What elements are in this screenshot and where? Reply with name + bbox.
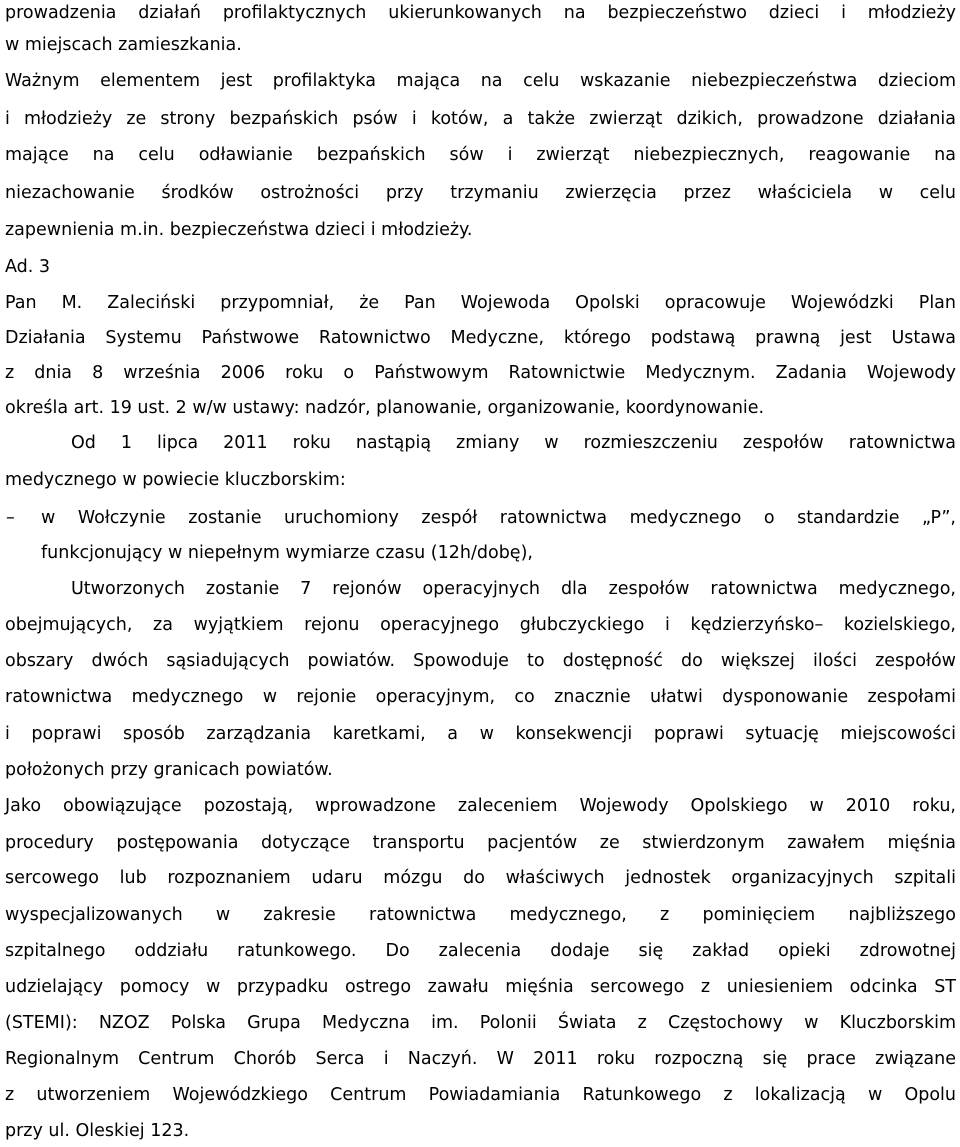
text-line: prowadzenia działań profilaktycznych ukierunkowanych na bezpieczeństwo dzieci i młodzieży — [5, 3, 956, 23]
text-line: i młodzieży ze strony bezpańskich psów i kotów, a także zwierząt dzikich, prowadzone działania — [5, 109, 956, 129]
text-line: położonych przy granicach powiatów. — [5, 760, 333, 780]
text-line: obejmujących, za wyjątkiem rejonu operacyjnego głubczyckiego i kędzierzyńsko– kozielskiego, — [5, 615, 956, 635]
text-line: (STEMI): NZOZ Polska Grupa Medyczna im. Polonii Świata z Częstochowy w Kluczborskim — [5, 1013, 956, 1033]
text-line: Jako obowiązujące pozostają, wprowadzone zaleceniem Wojewody Opolskiego w 2010 roku, — [5, 796, 956, 816]
text-line: Regionalnym Centrum Chorób Serca i Naczyń. W 2011 roku rozpoczną się prace związane — [5, 1049, 956, 1069]
text-line: szpitalnego oddziału ratunkowego. Do zalecenia dodaje się zakład opieki zdrowotnej — [5, 941, 956, 961]
text-line: obszary dwóch sąsiadujących powiatów. Spowoduje to dostępność do większej ilości zespołów — [5, 651, 956, 671]
text-line: wyspecjalizowanych w zakresie ratownictwa medycznego, z pominięciem najbliższego — [5, 905, 956, 925]
text-line: medycznego w powiecie kluczborskim: — [5, 470, 346, 490]
text-line: przy ul. Oleskiej 123. — [5, 1121, 190, 1141]
text-line: udzielający pomocy w przypadku ostrego zawału mięśnia sercowego z uniesieniem odcinka ST — [5, 977, 956, 997]
list-item: w Wołczynie zostanie uruchomiony zespół ratownictwa medycznego o standardzie „P”, — [41, 508, 956, 528]
text-line: zapewnienia m.in. bezpieczeństwa dzieci i młodzieży. — [5, 220, 473, 240]
text-line: i poprawi sposób zarządzania karetkami, a w konsekwencji poprawi sytuację miejscowości — [5, 724, 956, 744]
text-line: ratownictwa medycznego w rejonie operacyjnym, co znacznie ułatwi dysponowanie zespołami — [5, 687, 956, 707]
text-line: Od 1 lipca 2011 roku nastąpią zmiany w rozmieszczeniu zespołów ratownictwa — [71, 433, 956, 453]
text-line: niezachowanie środków ostrożności przy trzymaniu zwierzęcia przez właściciela w celu — [5, 183, 956, 203]
list-item: funkcjonujący w niepełnym wymiarze czasu (12h/dobę), — [41, 543, 533, 563]
bullet-dash: – — [6, 508, 15, 528]
text-line: Ważnym elementem jest profilaktyka mająca na celu wskazanie niebezpieczeństwa dzieciom — [5, 71, 956, 91]
text-line: Działania Systemu Państwowe Ratownictwo Medyczne, którego podstawą prawną jest Ustawa — [5, 328, 956, 348]
text-line: procedury postępowania dotyczące transportu pacjentów ze stwierdzonym zawałem mięśnia — [5, 833, 956, 853]
text-line: sercowego lub rozpoznaniem udaru mózgu do właściwych jednostek organizacyjnych szpitali — [5, 868, 956, 888]
text-line: mające na celu odławianie bezpańskich sów i zwierząt niebezpiecznych, reagowanie na — [5, 145, 956, 165]
text-line: Pan M. Zaleciński przypomniał, że Pan Wojewoda Opolski opracowuje Wojewódzki Plan — [5, 293, 956, 313]
section-heading: Ad. 3 — [5, 257, 51, 277]
text-line: z utworzeniem Wojewódzkiego Centrum Powiadamiania Ratunkowego z lokalizacją w Opolu — [5, 1085, 956, 1105]
text-line: określa art. 19 ust. 2 w/w ustawy: nadzór, planowanie, organizowanie, koordynowanie. — [5, 398, 765, 418]
text-line: Utworzonych zostanie 7 rejonów operacyjnych dla zespołów ratownictwa medycznego, — [71, 579, 956, 599]
text-line: z dnia 8 września 2006 roku o Państwowym Ratownictwie Medycznym. Zadania Wojewody — [5, 363, 956, 383]
text-line: w miejscach zamieszkania. — [5, 35, 242, 55]
